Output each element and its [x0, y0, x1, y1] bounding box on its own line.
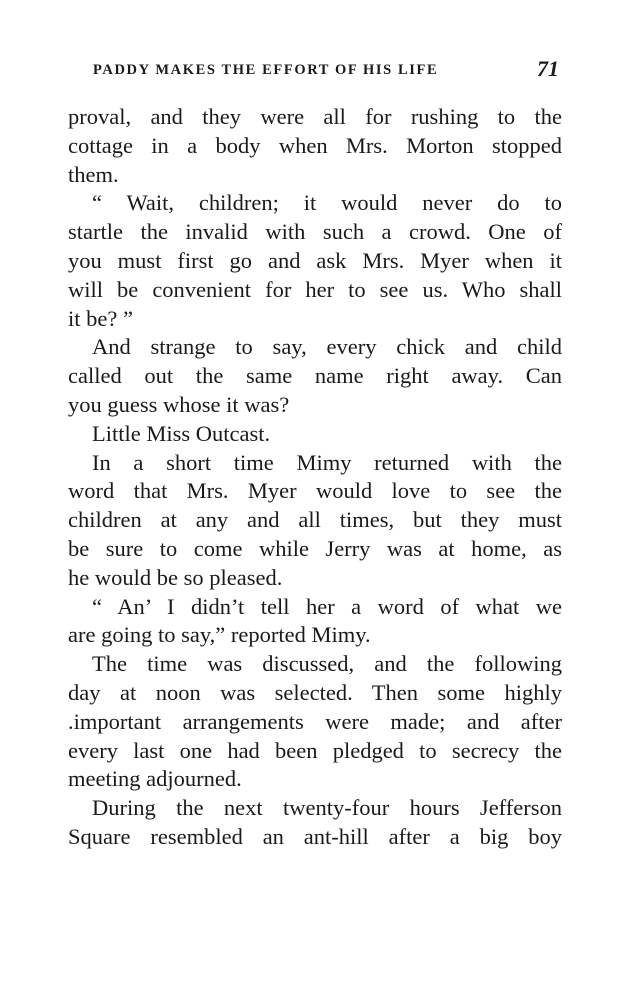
text-line: them. [68, 161, 119, 187]
text-line: called out the same name right away. Can [68, 363, 562, 389]
text-line: “ Wait, children; it would never do to [92, 190, 562, 216]
text-line: In a short time Mimy returned with the [92, 449, 562, 475]
text-line: he would be so pleased. [68, 564, 283, 590]
text-line: children at any and all times, but they must [68, 507, 562, 533]
running-header [93, 58, 563, 82]
text-line: will be convenient for her to see us. Who shall [68, 276, 562, 302]
text-line: “ An’ I didn’t tell her a word of what we [92, 593, 562, 619]
running-title: PADDY MAKES THE EFFORT OF HIS LIFE [93, 62, 439, 78]
text-line: proval, and they were all for rushing to the [68, 104, 562, 129]
text-line: word that Mrs. Myer would love to see the [68, 478, 562, 504]
text-line: are going to say,” reported Mimy. [68, 622, 371, 648]
text-line: it be? ” [68, 305, 133, 331]
text-line: During the next twenty-four hours Jefferson [92, 795, 562, 821]
text-line: And strange to say, every chick and child [92, 334, 562, 360]
text-line: .important arrangements were made; and after [68, 708, 562, 734]
text-line: Square resembled an ant-hill after a big boy [68, 823, 562, 849]
text-line: every last one had been pledged to secrecy the [68, 737, 562, 763]
text-line: startle the invalid with such a crowd. One of [68, 219, 562, 245]
text-line: you guess whose it was? [68, 391, 290, 417]
body-text [68, 103, 562, 852]
text-line: day at noon was selected. Then some highly [68, 679, 562, 705]
text-line: Little Miss Outcast. [92, 420, 271, 446]
page-number: 71 [537, 56, 559, 81]
text-line: cottage in a body when Mrs. Morton stopped [68, 132, 562, 158]
text-line: you must first go and ask Mrs. Myer when it [68, 247, 562, 273]
text-line: The time was discussed, and the following [92, 651, 562, 677]
text-line: be sure to come while Jerry was at home, as [68, 535, 562, 561]
text-line: meeting adjourned. [68, 766, 242, 792]
